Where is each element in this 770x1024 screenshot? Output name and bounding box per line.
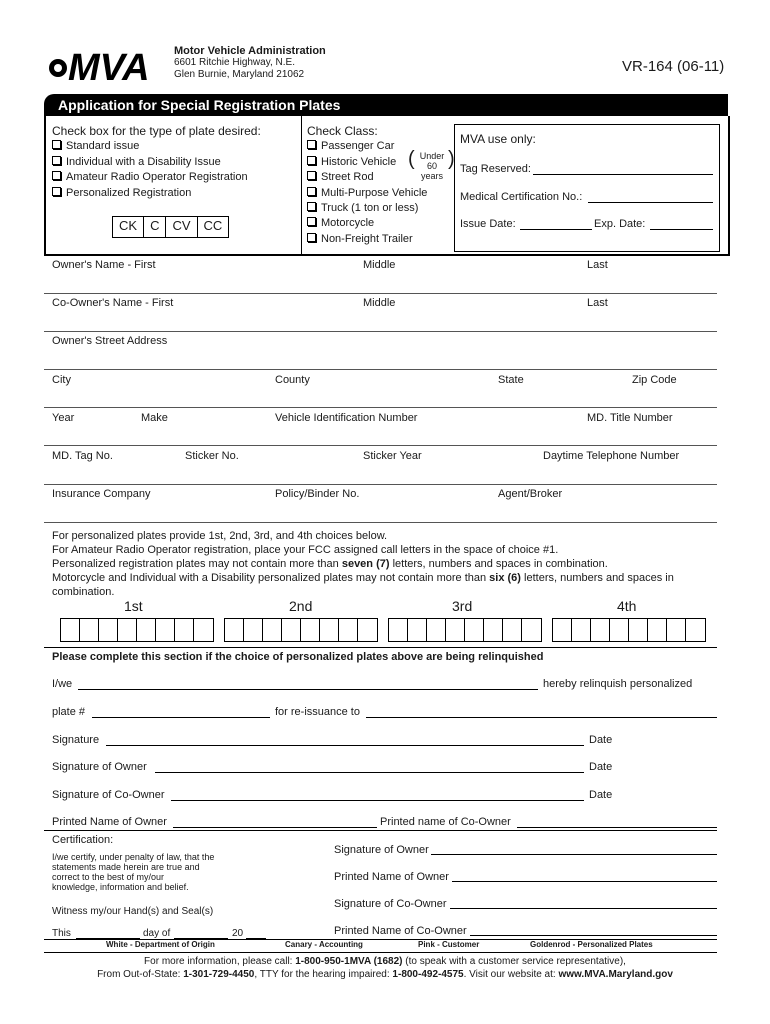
- medical-cert-label: Medical Certification No.:: [460, 191, 583, 203]
- insurance-line[interactable]: [44, 522, 717, 523]
- cert-top-line: [44, 830, 717, 831]
- instr-line-4: [52, 571, 712, 585]
- printed-owner-label: Printed Name of Owner: [52, 816, 167, 828]
- coowner-middle-label: Middle: [363, 297, 396, 309]
- plate-option-disability[interactable]: [52, 156, 221, 168]
- cert-heading: Certification:: [52, 834, 114, 846]
- checkbox[interactable]: [52, 171, 61, 180]
- date-label-2: Date: [589, 761, 613, 773]
- cert-text-2: statements made herein are true and: [52, 862, 200, 872]
- instr-4b: six (6): [489, 572, 521, 584]
- issue-date-line[interactable]: [520, 229, 592, 230]
- cert-sig-coowner-label: Signature of Co-Owner: [334, 898, 447, 910]
- reissue-label: for re-issuance to: [275, 706, 360, 718]
- footer-phone-main: 1-800-950-1MVA (1682): [295, 956, 403, 967]
- copies-bottom-line: [44, 952, 717, 953]
- copy-canary: Canary - Accounting: [285, 940, 363, 949]
- plate-option-standard[interactable]: [52, 140, 139, 152]
- option-label: Street Rod: [321, 171, 374, 183]
- street-line[interactable]: [44, 369, 717, 370]
- personalized-instructions: [52, 529, 712, 599]
- cert-text-1: I/we certify, under penalty of law, that the: [52, 852, 215, 862]
- cert-printed-coowner-line[interactable]: [470, 935, 717, 936]
- city-line[interactable]: [44, 407, 717, 408]
- option-label: Amateur Radio Operator Registration: [66, 171, 248, 183]
- footer-phone-tty: 1-800-492-4575: [392, 969, 464, 980]
- instr-line-5: combination.: [52, 586, 115, 598]
- exp-date-line[interactable]: [650, 229, 713, 230]
- signature-label: Signature: [52, 734, 100, 746]
- code-ck: CK: [113, 217, 144, 237]
- option-label: Motorcycle: [321, 217, 375, 229]
- printed-owner-line[interactable]: [173, 827, 377, 828]
- cert-text: [52, 852, 214, 892]
- footer-2c: , TTY for the hearing impaired:: [254, 969, 393, 980]
- plate-label: plate #: [52, 706, 86, 718]
- twenty-label: 20: [232, 928, 244, 939]
- sig-owner-line[interactable]: [155, 772, 584, 773]
- option-label: Non-Freight Trailer: [321, 233, 413, 245]
- title-number-label: MD. Title Number: [587, 412, 673, 424]
- this-label: This: [52, 928, 71, 939]
- owner-last-label: Last: [587, 259, 608, 271]
- form-number: VR-164 (06-11): [622, 58, 725, 75]
- class-motorcycle[interactable]: [307, 217, 374, 229]
- date-label-1: Date: [589, 734, 613, 746]
- signature-line[interactable]: [106, 745, 584, 746]
- issue-date-label: Issue Date:: [460, 218, 516, 230]
- owner-name-line[interactable]: [44, 293, 717, 294]
- class-historic[interactable]: [307, 156, 396, 168]
- checkbox[interactable]: [307, 140, 316, 149]
- checkbox[interactable]: [307, 187, 316, 196]
- reissue-line[interactable]: [366, 717, 717, 718]
- agency-address-1: 6601 Ritchie Highway, N.E.: [174, 57, 295, 68]
- cert-printed-owner-label: Printed Name of Owner: [334, 871, 449, 883]
- historic-note-1: Under: [419, 151, 445, 161]
- coowner-first-label: Co-Owner's Name - First: [52, 297, 174, 309]
- checkbox[interactable]: [307, 156, 316, 165]
- copy-pink: Pink - Customer: [418, 940, 480, 949]
- tag-reserved-line[interactable]: [533, 174, 713, 175]
- coowner-name-line[interactable]: [44, 331, 717, 332]
- medical-cert-line[interactable]: [588, 202, 713, 203]
- instr-3b: seven (7): [341, 558, 390, 570]
- footer-2a: From Out-of-State:: [97, 969, 184, 980]
- policy-label: Policy/Binder No.: [275, 488, 360, 500]
- checkbox[interactable]: [52, 156, 61, 165]
- instr-4c: letters, numbers and spaces in: [520, 572, 674, 584]
- cert-text-4: knowledge, information and belief.: [52, 882, 189, 892]
- sig-coowner-label: Signature of Co-Owner: [52, 789, 165, 801]
- plate-codes: [112, 216, 229, 238]
- owner-first-label: Owner's Name - First: [52, 259, 156, 271]
- class-truck[interactable]: [307, 202, 418, 214]
- printed-coowner-label: Printed name of Co-Owner: [380, 816, 511, 828]
- coowner-last-label: Last: [587, 297, 608, 309]
- sig-coowner-line[interactable]: [171, 800, 584, 801]
- copy-white: White - Department of Origin: [106, 940, 215, 949]
- vin-label: Vehicle Identification Number: [275, 412, 418, 424]
- option-label: Truck (1 ton or less): [321, 202, 419, 214]
- choice-1-boxes[interactable]: [60, 618, 214, 642]
- date-label-3: Date: [589, 789, 613, 801]
- option-label: Standard issue: [66, 140, 140, 152]
- footer-line-2: [0, 969, 770, 980]
- option-label: Historic Vehicle: [321, 156, 397, 168]
- instr-line-2: For Amateur Radio Operator registration, place your FCC assigned call letters in the space of choice #1.: [52, 544, 559, 556]
- city-label: City: [52, 374, 71, 386]
- plate-type-heading: Check box for the type of plate desired:: [52, 124, 261, 138]
- choice-2-label: 2nd: [289, 598, 313, 614]
- iwe-line[interactable]: [78, 689, 538, 690]
- checkbox[interactable]: [307, 171, 316, 180]
- tag-reserved-label: Tag Reserved:: [460, 163, 531, 175]
- form-title: Application for Special Registration Plates: [58, 97, 341, 113]
- instr-3a: Personalized registration plates may not contain more than: [52, 558, 342, 570]
- logo-text: MVA: [68, 47, 150, 86]
- cert-sig-owner-label: Signature of Owner: [334, 844, 429, 856]
- agent-label: Agent/Broker: [498, 488, 563, 500]
- footer-phone-out-of-state: 1-301-729-4450: [183, 969, 255, 980]
- cert-printed-owner-line[interactable]: [452, 881, 717, 882]
- checkbox[interactable]: [52, 140, 61, 149]
- class-trailer[interactable]: [307, 233, 413, 245]
- choice-1-label: 1st: [124, 598, 143, 614]
- tag-no-label: MD. Tag No.: [52, 450, 113, 462]
- choice-4-label: 4th: [617, 598, 637, 614]
- cert-text-3: correct to the best of my/our: [52, 872, 165, 882]
- historic-note-2: 60 years: [420, 161, 443, 181]
- cert-printed-coowner-label: Printed Name of Co-Owner: [334, 925, 467, 937]
- phone-label: Daytime Telephone Number: [543, 450, 680, 462]
- insurance-label: Insurance Company: [52, 488, 151, 500]
- option-label: Passenger Car: [321, 140, 395, 152]
- copy-goldenrod: Goldenrod - Personalized Plates: [530, 940, 653, 949]
- sticker-no-label: Sticker No.: [185, 450, 239, 462]
- choice-2-boxes[interactable]: [224, 618, 378, 642]
- class-street-rod[interactable]: [307, 171, 374, 183]
- agency-address-2: Glen Burnie, Maryland 21062: [174, 69, 305, 80]
- instr-3c: letters, numbers and spaces in combination.: [389, 558, 608, 570]
- class-passenger-car[interactable]: [307, 140, 394, 152]
- code-c: C: [144, 217, 166, 237]
- choice-4-boxes[interactable]: [552, 618, 706, 642]
- footer-1c: (to speak with a customer service representative),: [402, 956, 626, 967]
- tag-line[interactable]: [44, 484, 717, 485]
- make-label: Make: [141, 412, 168, 424]
- checkbox[interactable]: [307, 217, 316, 226]
- option-label: Multi-Purpose Vehicle: [321, 187, 428, 199]
- owner-middle-label: Middle: [363, 259, 396, 271]
- paren-open: (: [408, 148, 415, 170]
- code-cc: CC: [203, 218, 223, 233]
- plate-line[interactable]: [92, 717, 270, 718]
- instr-line-1: For personalized plates provide 1st, 2nd, 3rd, and 4th choices below.: [52, 530, 388, 542]
- checkbox[interactable]: [307, 233, 316, 242]
- option-label: Personalized Registration: [66, 187, 192, 199]
- county-label: County: [275, 374, 310, 386]
- plate-option-amateur-radio[interactable]: [52, 171, 248, 183]
- section-divider: [44, 647, 717, 648]
- mva-logo: [46, 46, 166, 86]
- code-cv: CV: [166, 217, 197, 237]
- agency-name: Motor Vehicle Administration: [174, 45, 326, 57]
- check-class-heading: Check Class:: [307, 124, 378, 138]
- street-label: Owner's Street Address: [52, 335, 168, 347]
- historic-note: [416, 151, 448, 181]
- relinquish-heading: Please complete this section if the choice of personalized plates above are being relinquished: [52, 651, 544, 663]
- title-bar: [44, 94, 728, 116]
- printed-coowner-line[interactable]: [517, 827, 717, 828]
- sticker-year-label: Sticker Year: [363, 450, 422, 462]
- checkbox[interactable]: [307, 202, 316, 211]
- footer-line-1: [0, 956, 770, 967]
- instr-line-3: [52, 557, 712, 571]
- dayof-label: day of: [143, 928, 171, 939]
- exp-date-label: Exp. Date:: [594, 218, 646, 230]
- cert-sig-owner-line[interactable]: [431, 854, 717, 855]
- vehicle-line[interactable]: [44, 445, 717, 446]
- iwe-label: I/we: [52, 678, 73, 690]
- instr-4a: Motorcycle and Individual with a Disability personalized plates may not contain more than: [52, 572, 490, 584]
- footer-1a: For more information, please call:: [144, 956, 296, 967]
- choice-3-label: 3rd: [452, 598, 473, 614]
- mva-use-heading: MVA use only:: [460, 132, 536, 146]
- checkbox[interactable]: [52, 187, 61, 196]
- option-label: Individual with a Disability Issue: [66, 156, 221, 168]
- witness-text: Witness my/our Hand(s) and Seal(s): [52, 906, 214, 917]
- zip-label: Zip Code: [632, 374, 677, 386]
- sig-owner-label: Signature of Owner: [52, 761, 147, 773]
- hereby-label: hereby relinquish personalized: [543, 678, 693, 690]
- footer-website-link[interactable]: www.MVA.Maryland.gov: [558, 969, 673, 980]
- cert-sig-coowner-line[interactable]: [450, 908, 717, 909]
- paren-close: ): [448, 148, 455, 170]
- agency-block: [174, 45, 326, 81]
- choice-3-boxes[interactable]: [388, 618, 542, 642]
- footer-2e: . Visit our website at:: [463, 969, 559, 980]
- state-label: State: [498, 374, 524, 386]
- plate-option-personalized[interactable]: [52, 187, 191, 199]
- year-label: Year: [52, 412, 75, 424]
- class-multi-purpose[interactable]: [307, 187, 427, 199]
